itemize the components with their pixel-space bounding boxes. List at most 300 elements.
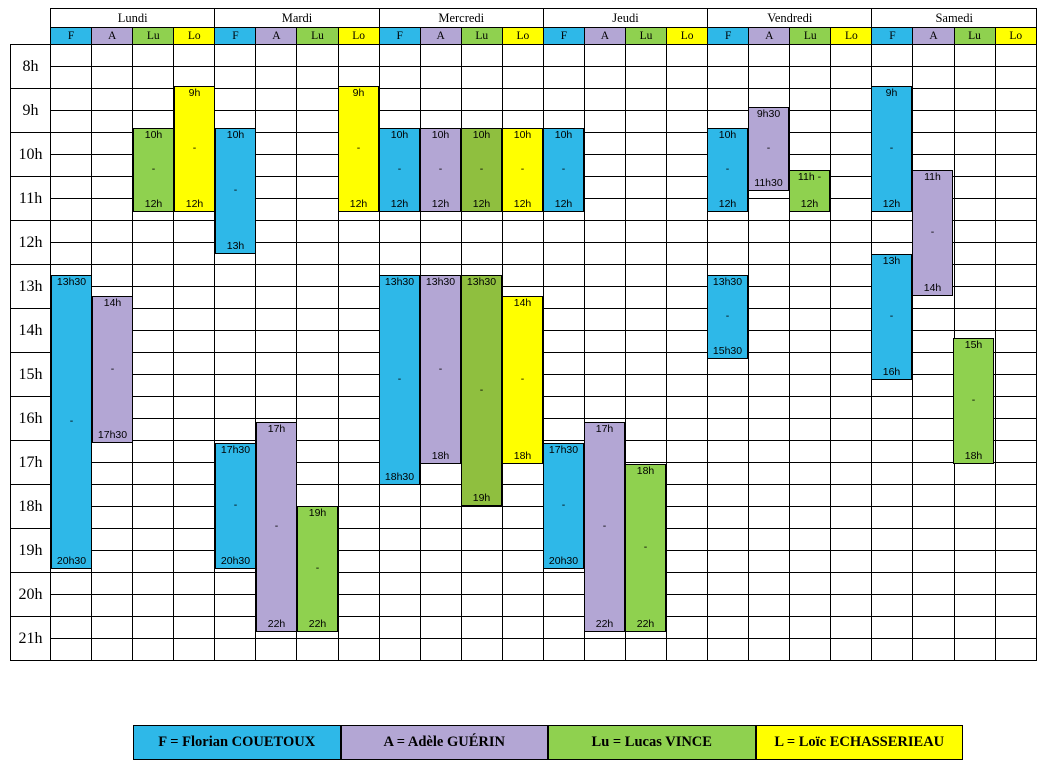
slot-cell[interactable]: [667, 595, 708, 617]
slot-cell[interactable]: [584, 419, 625, 441]
slot-cell[interactable]: [708, 617, 749, 639]
slot-cell[interactable]: [133, 485, 174, 507]
slot-cell[interactable]: [174, 155, 215, 177]
slot-cell[interactable]: [667, 551, 708, 573]
slot-cell[interactable]: [995, 155, 1036, 177]
slot-cell[interactable]: [92, 617, 133, 639]
slot-cell[interactable]: [420, 375, 461, 397]
slot-cell[interactable]: [831, 221, 872, 243]
slot-cell[interactable]: [133, 111, 174, 133]
slot-cell[interactable]: [913, 639, 954, 661]
slot-cell[interactable]: [461, 441, 502, 463]
slot-cell[interactable]: [461, 67, 502, 89]
slot-cell[interactable]: [461, 551, 502, 573]
slot-cell[interactable]: [297, 397, 338, 419]
slot-cell[interactable]: [831, 595, 872, 617]
slot-cell[interactable]: [174, 463, 215, 485]
slot-cell[interactable]: [667, 397, 708, 419]
slot-cell[interactable]: [502, 419, 543, 441]
slot-cell[interactable]: [51, 639, 92, 661]
slot-cell[interactable]: [995, 221, 1036, 243]
slot-cell[interactable]: [461, 199, 502, 221]
slot-cell[interactable]: [174, 199, 215, 221]
slot-cell[interactable]: [584, 353, 625, 375]
slot-cell[interactable]: [831, 309, 872, 331]
slot-cell[interactable]: [708, 529, 749, 551]
slot-cell[interactable]: [92, 419, 133, 441]
slot-cell[interactable]: [338, 485, 379, 507]
slot-cell[interactable]: [502, 155, 543, 177]
slot-cell[interactable]: [954, 441, 995, 463]
slot-cell[interactable]: [872, 111, 913, 133]
slot-cell[interactable]: [543, 397, 584, 419]
slot-cell[interactable]: [667, 67, 708, 89]
slot-cell[interactable]: [338, 617, 379, 639]
slot-cell[interactable]: [543, 265, 584, 287]
slot-cell[interactable]: [625, 89, 666, 111]
slot-cell[interactable]: [543, 155, 584, 177]
slot-cell[interactable]: [831, 353, 872, 375]
slot-cell[interactable]: [954, 639, 995, 661]
slot-cell[interactable]: [790, 199, 831, 221]
slot-cell[interactable]: [790, 441, 831, 463]
slot-cell[interactable]: [954, 177, 995, 199]
slot-cell[interactable]: [749, 551, 790, 573]
slot-cell[interactable]: [913, 155, 954, 177]
slot-cell[interactable]: [338, 463, 379, 485]
slot-cell[interactable]: [174, 617, 215, 639]
slot-cell[interactable]: [831, 287, 872, 309]
slot-cell[interactable]: [667, 507, 708, 529]
slot-cell[interactable]: [708, 243, 749, 265]
slot-cell[interactable]: [831, 529, 872, 551]
slot-cell[interactable]: [133, 331, 174, 353]
slot-cell[interactable]: [215, 111, 256, 133]
slot-cell[interactable]: [92, 133, 133, 155]
slot-cell[interactable]: [749, 331, 790, 353]
slot-cell[interactable]: [954, 529, 995, 551]
slot-cell[interactable]: [749, 243, 790, 265]
slot-cell[interactable]: [338, 573, 379, 595]
slot-cell[interactable]: [51, 221, 92, 243]
slot-cell[interactable]: [502, 595, 543, 617]
slot-cell[interactable]: [831, 331, 872, 353]
slot-cell[interactable]: [461, 111, 502, 133]
slot-cell[interactable]: [625, 595, 666, 617]
slot-cell[interactable]: [256, 617, 297, 639]
slot-cell[interactable]: [995, 639, 1036, 661]
slot-cell[interactable]: [215, 595, 256, 617]
slot-cell[interactable]: [872, 67, 913, 89]
slot-cell[interactable]: [790, 287, 831, 309]
slot-cell[interactable]: [338, 639, 379, 661]
slot-cell[interactable]: [51, 507, 92, 529]
slot-cell[interactable]: [461, 221, 502, 243]
slot-cell[interactable]: [954, 397, 995, 419]
slot-cell[interactable]: [995, 111, 1036, 133]
slot-cell[interactable]: [872, 177, 913, 199]
slot-cell[interactable]: [543, 639, 584, 661]
slot-cell[interactable]: [174, 573, 215, 595]
slot-cell[interactable]: [543, 507, 584, 529]
slot-cell[interactable]: [667, 45, 708, 67]
slot-cell[interactable]: [51, 309, 92, 331]
slot-cell[interactable]: [913, 375, 954, 397]
slot-cell[interactable]: [297, 617, 338, 639]
slot-cell[interactable]: [420, 265, 461, 287]
slot-cell[interactable]: [461, 397, 502, 419]
slot-cell[interactable]: [913, 353, 954, 375]
slot-cell[interactable]: [215, 199, 256, 221]
slot-cell[interactable]: [92, 507, 133, 529]
slot-cell[interactable]: [584, 639, 625, 661]
slot-cell[interactable]: [133, 551, 174, 573]
slot-cell[interactable]: [297, 287, 338, 309]
slot-cell[interactable]: [256, 243, 297, 265]
slot-cell[interactable]: [461, 617, 502, 639]
slot-cell[interactable]: [256, 155, 297, 177]
slot-cell[interactable]: [708, 89, 749, 111]
slot-cell[interactable]: [379, 45, 420, 67]
slot-cell[interactable]: [543, 45, 584, 67]
slot-cell[interactable]: [297, 353, 338, 375]
slot-cell[interactable]: [831, 485, 872, 507]
slot-cell[interactable]: [256, 265, 297, 287]
slot-cell[interactable]: [51, 67, 92, 89]
slot-cell[interactable]: [995, 463, 1036, 485]
slot-cell[interactable]: [92, 67, 133, 89]
slot-cell[interactable]: [51, 89, 92, 111]
slot-cell[interactable]: [92, 485, 133, 507]
slot-cell[interactable]: [872, 243, 913, 265]
slot-cell[interactable]: [379, 243, 420, 265]
slot-cell[interactable]: [338, 199, 379, 221]
slot-cell[interactable]: [749, 397, 790, 419]
slot-cell[interactable]: [872, 507, 913, 529]
slot-cell[interactable]: [92, 45, 133, 67]
slot-cell[interactable]: [461, 485, 502, 507]
slot-cell[interactable]: [667, 133, 708, 155]
slot-cell[interactable]: [256, 309, 297, 331]
slot-cell[interactable]: [625, 265, 666, 287]
slot-cell[interactable]: [913, 441, 954, 463]
slot-cell[interactable]: [913, 485, 954, 507]
slot-cell[interactable]: [51, 463, 92, 485]
slot-cell[interactable]: [379, 89, 420, 111]
slot-cell[interactable]: [420, 177, 461, 199]
slot-cell[interactable]: [297, 463, 338, 485]
slot-cell[interactable]: [215, 639, 256, 661]
slot-cell[interactable]: [338, 243, 379, 265]
slot-cell[interactable]: [708, 287, 749, 309]
slot-cell[interactable]: [92, 463, 133, 485]
slot-cell[interactable]: [913, 221, 954, 243]
slot-cell[interactable]: [338, 507, 379, 529]
slot-cell[interactable]: [215, 155, 256, 177]
slot-cell[interactable]: [708, 419, 749, 441]
slot-cell[interactable]: [995, 67, 1036, 89]
slot-cell[interactable]: [420, 507, 461, 529]
slot-cell[interactable]: [297, 89, 338, 111]
slot-cell[interactable]: [913, 397, 954, 419]
slot-cell[interactable]: [256, 485, 297, 507]
slot-cell[interactable]: [379, 221, 420, 243]
slot-cell[interactable]: [174, 243, 215, 265]
slot-cell[interactable]: [625, 573, 666, 595]
slot-cell[interactable]: [831, 551, 872, 573]
slot-cell[interactable]: [872, 375, 913, 397]
slot-cell[interactable]: [749, 89, 790, 111]
slot-cell[interactable]: [667, 287, 708, 309]
slot-cell[interactable]: [667, 331, 708, 353]
slot-cell[interactable]: [420, 155, 461, 177]
slot-cell[interactable]: [92, 155, 133, 177]
slot-cell[interactable]: [379, 639, 420, 661]
slot-cell[interactable]: [215, 617, 256, 639]
slot-cell[interactable]: [667, 89, 708, 111]
slot-cell[interactable]: [215, 265, 256, 287]
slot-cell[interactable]: [379, 529, 420, 551]
slot-cell[interactable]: [625, 287, 666, 309]
slot-cell[interactable]: [256, 529, 297, 551]
slot-cell[interactable]: [51, 551, 92, 573]
slot-cell[interactable]: [790, 265, 831, 287]
slot-cell[interactable]: [420, 617, 461, 639]
slot-cell[interactable]: [256, 441, 297, 463]
slot-cell[interactable]: [584, 265, 625, 287]
slot-cell[interactable]: [708, 331, 749, 353]
slot-cell[interactable]: [379, 111, 420, 133]
slot-cell[interactable]: [133, 617, 174, 639]
slot-cell[interactable]: [256, 397, 297, 419]
slot-cell[interactable]: [215, 239, 256, 265]
slot-cell[interactable]: [133, 67, 174, 89]
slot-cell[interactable]: [625, 221, 666, 243]
slot-cell[interactable]: [954, 507, 995, 529]
slot-cell[interactable]: [831, 639, 872, 661]
slot-cell[interactable]: [215, 441, 256, 463]
slot-cell[interactable]: [749, 67, 790, 89]
slot-cell[interactable]: [831, 67, 872, 89]
slot-cell[interactable]: [256, 111, 297, 133]
slot-cell[interactable]: [461, 309, 502, 331]
slot-cell[interactable]: [174, 441, 215, 463]
slot-cell[interactable]: [379, 507, 420, 529]
slot-cell[interactable]: [379, 419, 420, 441]
slot-cell[interactable]: [831, 243, 872, 265]
slot-cell[interactable]: [338, 353, 379, 375]
slot-cell[interactable]: [872, 441, 913, 463]
slot-cell[interactable]: [831, 89, 872, 111]
slot-cell[interactable]: [995, 45, 1036, 67]
slot-cell[interactable]: [215, 419, 256, 441]
slot-cell[interactable]: [215, 529, 256, 551]
slot-cell[interactable]: [543, 595, 584, 617]
slot-cell[interactable]: [831, 133, 872, 155]
slot-cell[interactable]: [584, 573, 625, 595]
slot-cell[interactable]: [584, 507, 625, 529]
slot-cell[interactable]: [913, 89, 954, 111]
slot-cell[interactable]: [584, 485, 625, 507]
slot-cell[interactable]: [215, 573, 256, 595]
slot-cell[interactable]: [913, 243, 954, 265]
slot-cell[interactable]: [502, 375, 543, 397]
slot-cell[interactable]: [502, 89, 543, 111]
slot-cell[interactable]: [995, 441, 1036, 463]
slot-cell[interactable]: [297, 155, 338, 177]
slot-cell[interactable]: [133, 155, 174, 177]
slot-cell[interactable]: [502, 45, 543, 67]
slot-cell[interactable]: [625, 133, 666, 155]
slot-cell[interactable]: [502, 331, 543, 353]
slot-cell[interactable]: [256, 177, 297, 199]
slot-cell[interactable]: [625, 529, 666, 551]
slot-cell[interactable]: [625, 639, 666, 661]
slot-cell[interactable]: [338, 265, 379, 287]
slot-cell[interactable]: [954, 111, 995, 133]
slot-cell[interactable]: [297, 177, 338, 199]
slot-cell[interactable]: [954, 331, 995, 353]
slot-cell[interactable]: [790, 419, 831, 441]
slot-cell[interactable]: [749, 485, 790, 507]
slot-cell[interactable]: [215, 89, 256, 111]
slot-cell[interactable]: [995, 309, 1036, 331]
slot-cell[interactable]: [749, 507, 790, 529]
slot-cell[interactable]: [790, 573, 831, 595]
slot-cell[interactable]: [133, 573, 174, 595]
slot-cell[interactable]: [92, 177, 133, 199]
slot-cell[interactable]: [133, 507, 174, 529]
slot-cell[interactable]: [584, 375, 625, 397]
slot-cell[interactable]: [297, 199, 338, 221]
slot-cell[interactable]: [420, 639, 461, 661]
slot-cell[interactable]: [174, 133, 215, 155]
slot-cell[interactable]: [297, 507, 338, 529]
slot-cell[interactable]: [92, 309, 133, 331]
slot-cell[interactable]: [954, 617, 995, 639]
slot-cell[interactable]: [625, 243, 666, 265]
slot-cell[interactable]: [625, 331, 666, 353]
slot-cell[interactable]: [502, 397, 543, 419]
slot-cell[interactable]: [51, 485, 92, 507]
slot-cell[interactable]: [502, 485, 543, 507]
slot-cell[interactable]: [543, 419, 584, 441]
slot-cell[interactable]: [338, 375, 379, 397]
slot-cell[interactable]: [51, 265, 92, 287]
slot-cell[interactable]: [92, 397, 133, 419]
slot-cell[interactable]: [667, 419, 708, 441]
slot-cell[interactable]: [584, 111, 625, 133]
slot-cell[interactable]: [954, 551, 995, 573]
slot-cell[interactable]: [749, 221, 790, 243]
slot-cell[interactable]: [420, 441, 461, 463]
slot-cell[interactable]: [708, 155, 749, 177]
slot-cell[interactable]: [502, 353, 543, 375]
slot-cell[interactable]: [297, 419, 338, 441]
slot-cell[interactable]: [543, 111, 584, 133]
slot-cell[interactable]: [749, 265, 790, 287]
slot-cell[interactable]: [338, 331, 379, 353]
slot-cell[interactable]: [379, 551, 420, 573]
slot-cell[interactable]: [954, 595, 995, 617]
slot-cell[interactable]: [256, 375, 297, 397]
slot-cell[interactable]: [625, 441, 666, 463]
slot-cell[interactable]: [379, 485, 420, 507]
slot-cell[interactable]: [215, 507, 256, 529]
slot-cell[interactable]: [584, 243, 625, 265]
slot-cell[interactable]: [708, 221, 749, 243]
slot-cell[interactable]: [995, 265, 1036, 287]
slot-cell[interactable]: [872, 199, 913, 221]
slot-cell[interactable]: [749, 441, 790, 463]
slot-cell[interactable]: [831, 375, 872, 397]
slot-cell[interactable]: [502, 529, 543, 551]
slot-cell[interactable]: [420, 309, 461, 331]
slot-cell[interactable]: [625, 353, 666, 375]
slot-cell[interactable]: [872, 309, 913, 331]
slot-cell[interactable]: [502, 309, 543, 331]
slot-cell[interactable]: [543, 529, 584, 551]
slot-cell[interactable]: [625, 617, 666, 639]
slot-cell[interactable]: [297, 67, 338, 89]
slot-cell[interactable]: [256, 639, 297, 661]
slot-cell[interactable]: [51, 441, 92, 463]
slot-cell[interactable]: [51, 617, 92, 639]
slot-cell[interactable]: [133, 529, 174, 551]
slot-cell[interactable]: [625, 309, 666, 331]
slot-cell[interactable]: [215, 375, 256, 397]
slot-cell[interactable]: [625, 111, 666, 133]
slot-cell[interactable]: [92, 529, 133, 551]
slot-cell[interactable]: [297, 243, 338, 265]
slot-cell[interactable]: [133, 133, 174, 155]
slot-cell[interactable]: [297, 111, 338, 133]
slot-cell[interactable]: [749, 45, 790, 67]
slot-cell[interactable]: [420, 111, 461, 133]
slot-cell[interactable]: [872, 463, 913, 485]
slot-cell[interactable]: [461, 133, 502, 155]
slot-cell[interactable]: [667, 617, 708, 639]
slot-cell[interactable]: [420, 133, 461, 155]
slot-cell[interactable]: [667, 177, 708, 199]
slot-cell[interactable]: [749, 573, 790, 595]
slot-cell[interactable]: [174, 529, 215, 551]
slot-cell[interactable]: [790, 309, 831, 331]
slot-cell[interactable]: [502, 67, 543, 89]
slot-cell[interactable]: [790, 551, 831, 573]
slot-cell[interactable]: [543, 331, 584, 353]
slot-cell[interactable]: [831, 111, 872, 133]
slot-cell[interactable]: [954, 463, 995, 485]
slot-cell[interactable]: [256, 463, 297, 485]
slot-cell[interactable]: [92, 639, 133, 661]
slot-cell[interactable]: [461, 155, 502, 177]
slot-cell[interactable]: [338, 177, 379, 199]
slot-cell[interactable]: [379, 595, 420, 617]
slot-cell[interactable]: [543, 353, 584, 375]
slot-cell[interactable]: [708, 397, 749, 419]
slot-cell[interactable]: [420, 529, 461, 551]
slot-cell[interactable]: [708, 111, 749, 133]
slot-cell[interactable]: [667, 111, 708, 133]
slot-cell[interactable]: [215, 331, 256, 353]
slot-cell[interactable]: [379, 353, 420, 375]
slot-cell[interactable]: [667, 485, 708, 507]
slot-cell[interactable]: [543, 309, 584, 331]
slot-cell[interactable]: [51, 331, 92, 353]
slot-cell[interactable]: [133, 639, 174, 661]
slot-cell[interactable]: [297, 573, 338, 595]
